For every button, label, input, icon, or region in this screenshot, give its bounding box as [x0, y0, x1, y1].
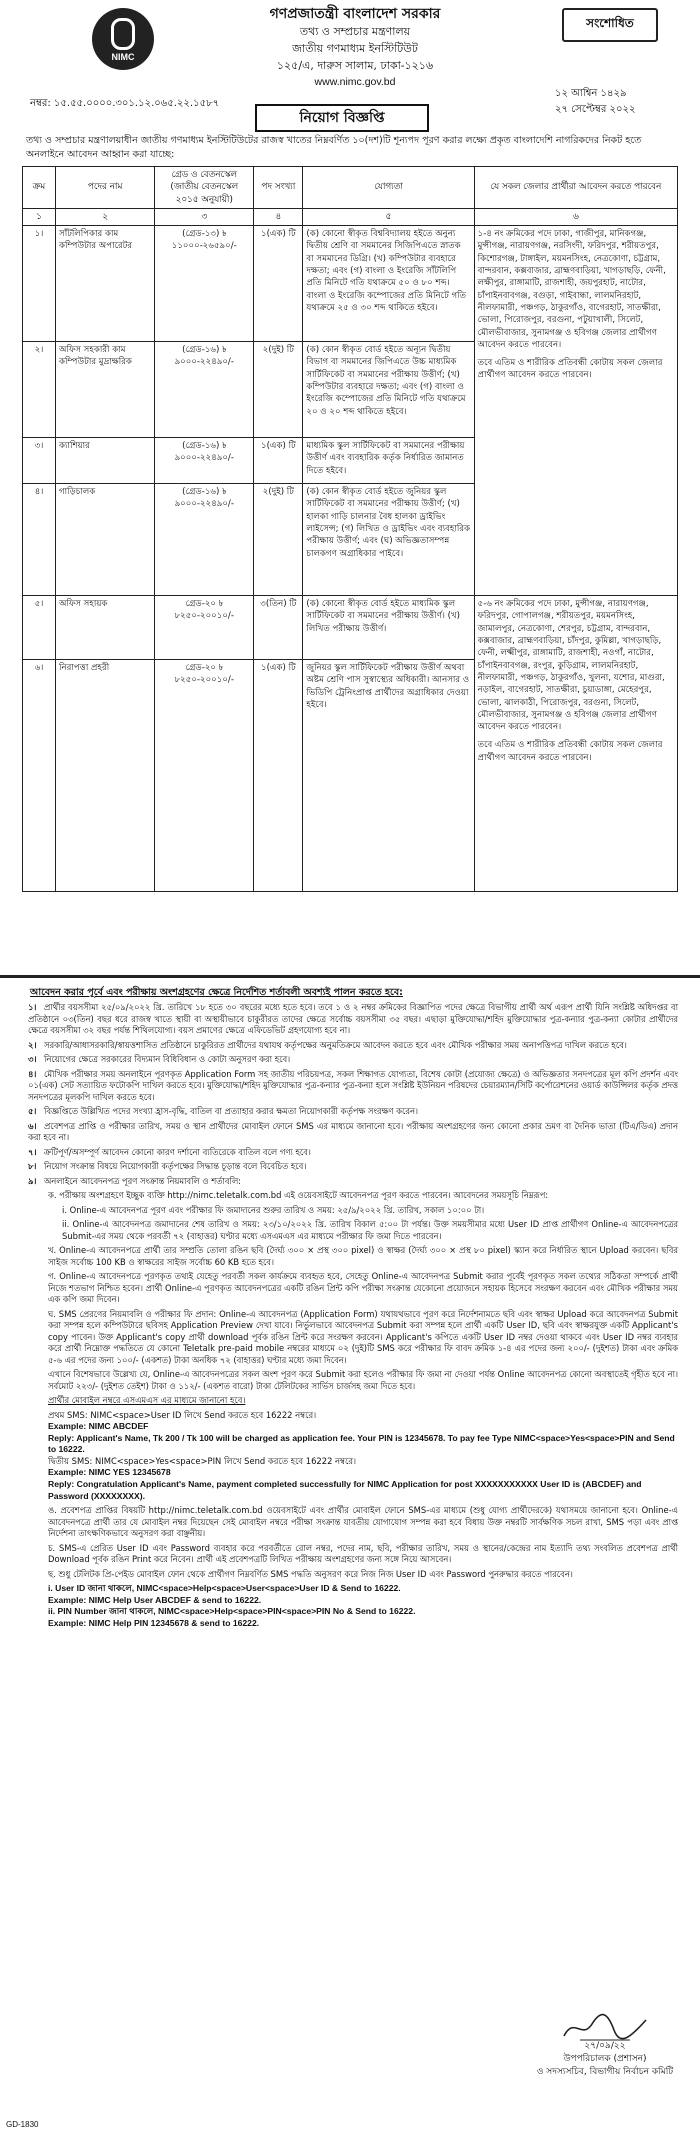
- row-post: ক্যাশিয়ার: [56, 438, 155, 484]
- row-serial: ৬।: [23, 660, 56, 892]
- row-qualification: (ক) কোনো স্বীকৃত বোর্ড হইতে মাধ্যমিক স্কুল সার্টিফিকেট বা সমমানের পরীক্ষায় উত্তীর্ণ। (খ) লিখিত পরীক্ষায় উত্তীর্ণ।: [303, 596, 474, 660]
- intro-paragraph: তথ্য ও সম্প্রচার মন্ত্রণালয়াধীন জাতীয় গণমাধ্যম ইনস্টিটিউটের রাজস্ব খাতের নিম্নবর্ণিত ১০(দশ)টি শূন্যপদ পূরণ করার লক্ষ্যে প্রকৃত বাংলাদেশি নাগরিকদের নিকট হতে অনলাইনে আবেদন আহ্বান করা যাচ্ছে:: [26, 135, 642, 160]
- vacancy-table: [22, 166, 678, 892]
- sms1-label: প্রথম SMS: NIMC<space>User ID লিখে Send করতে হবে 16222 নম্বরে।: [48, 1409, 317, 1420]
- districts-posts-5-6: [474, 596, 677, 892]
- table-header-row: [23, 167, 678, 209]
- condition-item: [28, 1176, 678, 1188]
- row-serial: ৪।: [23, 484, 56, 596]
- condition-item: [28, 1054, 678, 1066]
- ministry-name: তথ্য ও সম্প্রচার মন্ত্রণালয়: [299, 25, 411, 38]
- online-rule-d2: এখানে বিশেষভাবে উল্লেখ্য যে, Online-এ আবেদনপত্রের সকল অংশ পূরণ করে Submit করা হলেও পরীক্ষার ফি জমা না দেওয়া পর্যন্ত Online আবেদনপত্র কোনো অবস্থাতেই গৃহীত হবে না। সর্বমোট ২২৩/- (দুইশত তেইশ) টাকা ও ১১২/- (একশত বারো) টাকা টেলিটকের সার্ভিস চার্জসহ জমা দিতে হবে।: [48, 1369, 678, 1391]
- address: ১২৫/এ, দারুস সালাম, ঢাকা-১২১৬: [276, 59, 434, 72]
- row-qualification: (ক) কোন স্বীকৃত বোর্ড হইতে জুনিয়র স্কুল সার্টিফিকেট বা সমমানের পরীক্ষায় উত্তীর্ণ; (খ) হালকা গাড়ি চালনার বৈধ হালকা ড্রাইভিং লাইসেন্স; (গ) লিখিত ও ড্রাইভিং এবং ব্যবহারিক পরীক্ষায় উত্তীর্ণ; এবং (ঘ) অভিজ্ঞতাসম্পন্ন চালকগণ অগ্রাধিকার পাইবে।: [303, 484, 474, 596]
- row-post: গাড়িচালক: [56, 484, 155, 596]
- online-rule-d3: প্রার্থীর মোবাইল নম্বরে এসএমএস এর মাধ্যমে জানানো হবে।: [48, 1395, 246, 1405]
- row-count: ২(দুই) টি: [254, 484, 303, 596]
- row-post: নিরাপত্তা প্রহরী: [56, 660, 155, 892]
- condition-item: [28, 1002, 678, 1037]
- condition-item: [28, 1121, 678, 1144]
- condition-item: [28, 1106, 678, 1118]
- row-count: ১(এক) টি: [254, 438, 303, 484]
- condition-text: প্রবেশপত্র প্রাপ্তি ও পরীক্ষার তারিখ, সময় ও স্থান প্রার্থীদের মোবাইল ফোনে SMS এর মাধ্যমে জানানো হবে। পরীক্ষায় অংশগ্রহণের জন্য কোনো প্রকার ভ্রমণ বা দৈনিক ভাতা (টিএ/ডিএ) প্রদান করা হবে না।: [28, 1120, 678, 1142]
- condition-text: বিজ্ঞপ্তিতে উল্লিখিত পদের সংখ্যা হ্রাস-বৃদ্ধি, বাতিল বা প্রত্যাহার করার ক্ষমতা নিয়োগকারী কর্তৃপক্ষ সংরক্ষণ করেন।: [44, 1106, 418, 1116]
- col-grade: গ্রেড ও বেতনস্কেল (জাতীয় বেতনস্কেল ২০১৫ অনুযায়ী): [155, 167, 254, 209]
- col-count: পদ সংখ্যা: [254, 167, 303, 209]
- col-num: ১: [23, 208, 56, 225]
- memo-number: নম্বর: ১৫.৫৫.০০০০.৩০১.১২.০৬৫.২২.১৫৮৭: [30, 98, 220, 109]
- row-qualification: জুনিয়র স্কুল সার্টিফিকেট পরীক্ষায় উত্তীর্ণ অথবা অষ্টম শ্রেণি পাস সুস্বাস্থ্যের অধিকারী। আনসার ও ভিডিপি ট্রেনিংপ্রাপ্ত প্রার্থীদের অগ্রাধিকার দেওয়া হইবে।: [303, 660, 474, 892]
- row-count: ৩(তিন) টি: [254, 596, 303, 660]
- signatory-role: ও সদস্যসচিব, বিভাগীয় নির্বাচন কমিটি: [536, 2067, 674, 2077]
- table-row: [23, 596, 678, 660]
- row-qualification: (ক) কোনো স্বীকৃত বিশ্ববিদ্যালয় হইতে অনুন্য দ্বিতীয় শ্রেণি বা সমমানের সিজিপিএতে স্নাতক বা সমমানের ডিগ্রি। (খ) কম্পিউটার ব্যবহারে দক্ষতা; এবং (গ) বাংলা ও ইংরেজি সাঁটলিপি প্রতি মিনিটে গতি যথাক্রমে ৫০ ও ৮০ শব্দ। বাংলা ও ইংরেজি কম্পোজের প্রতি মিনিটে গতি যথাক্রমে ২৫ ও ৩০ শব্দ থাকিতে হইবে।: [303, 226, 474, 342]
- row-post: সাঁটলিপিকার কাম কম্পিউটার অপারেটর: [56, 226, 155, 342]
- sms2-example: Example: NIMC YES 12345678: [48, 1467, 171, 1478]
- condition-number: ৬।: [28, 1120, 37, 1131]
- condition-text: সরকারি/আধাসরকারি/স্বায়ত্তশাসিত প্রতিষ্ঠানে চাকুরিরত প্রার্থীদের যথাযথ কর্তৃপক্ষের অনুমতিক্রমে আবেদন করতে হবে এবং মৌখিক পরীক্ষার সময় অনাপত্তিপত্র দাখিল করতে হবে।: [44, 1039, 627, 1050]
- condition-item: [28, 1069, 678, 1104]
- col-post: পদের নাম: [56, 167, 155, 209]
- recovery-user-id-example: Example: NIMC Help User ABCDEF & send to 16222.: [48, 1594, 262, 1605]
- online-rule-c: গ. Online-এ আবেদনপত্রে পূরণকৃত তথ্যই যেহেতু পরবর্তী সকল কার্যক্রমে ব্যবহৃত হবে, সেহেতু Online-এ আবেদনপত্র Submit করার পূর্বেই পূরণকৃত সকল তথ্যের সঠিকতা সম্পর্কে প্রার্থী নিজে শতভাগ নিশ্চিত হবেন। প্রার্থী Online-এ পূরণকৃত আবেদনপত্রের একটি রঙিন প্রিন্ট কপি পরীক্ষা সংক্রান্ত যেকোনো প্রয়োজনে সহায়ক হিসেবে সংরক্ষণ করবেন এবং মৌখিক পরীক্ষার সময় এক কপি জমা দিবেন।: [48, 1271, 678, 1304]
- date-bangla: ১২ আশ্বিন ১৪২৯: [555, 88, 627, 99]
- row-serial: ৫।: [23, 596, 56, 660]
- column-number-row: [23, 208, 678, 225]
- condition-item: [28, 1161, 678, 1173]
- districts-note-b: তবে এতিম ও শারীরিক প্রতিবন্ধী কোটায় সকল জেলার প্রার্থীগণ আবেদন করতে পারবেন।: [477, 740, 663, 763]
- condition-text: প্রার্থীর বয়সসীমা ২৫/০৯/২০২২ খ্রি. তারিখে ১৮ হতে ৩০ বছরের মধ্যে হতে হবে। তবে ১ ও ২ নম্বর ক্রমিকের বিজ্ঞাপিত পদের ক্ষেত্রে বিভাগীয় প্রার্থী অর্থ এরূপ প্রার্থী যিনি সংশ্লিষ্ট অধিদপ্তর বা প্রতিষ্ঠানে ০৩(তিন) বছর ধরে রাজস্ব খাতে স্থায়ী বা অস্থায়ীভাবে চাকুরীরত তাদের ক্ষেত্রে সর্বোচ্চ বয়সসীমা ৩৫ বছর। এছাড়া মুক্তিযোদ্ধা/শহিদ মুক্তিযোদ্ধার পুত্র-কন্যার পুত্র-কন্যা কোটার প্রার্থীদের ক্ষেত্রে বয়সসীমা ৩২ বছর পর্যন্ত শিথিলযোগ্য। বয়স প্রমাণের ক্ষেত্রে এফিডেভিট গ্রহণযোগ্য হবে না।: [28, 1002, 678, 1035]
- row-grade: (গ্রেড-১৬) ৳ ৯০০০-২২৪৯০/-: [155, 342, 254, 438]
- col-districts: যে সকল জেলার প্রার্থীরা আবেদন করতে পারবেন: [474, 167, 677, 209]
- condition-number: ৯।: [28, 1175, 37, 1186]
- row-count: ২(দুই) টি: [254, 342, 303, 438]
- col-num: ৫: [303, 208, 474, 225]
- col-num: ২: [56, 208, 155, 225]
- row-grade: (গ্রেড-১৩) ৳ ১১০০০-২৬৫৯০/-: [155, 226, 254, 342]
- row-grade: (গ্রেড-১৬) ৳ ৯০০০-২২৪৯০/-: [155, 438, 254, 484]
- online-rule-f: চ. SMS-এ প্রেরিত User ID এবং Password ব্যবহার করে পরবর্তীতে রোল নম্বর, পদের নাম, ছবি, পরীক্ষার তারিখ, সময় ও স্থানের/কেন্দ্রের নাম ইত্যাদি তথ্য সংবলিত প্রবেশপত্র প্রার্থী Download পূর্বক রঙিন Print করে নিবেন। প্রার্থী এই প্রবেশপত্রটি লিখিত পরীক্ষায় অংশগ্রহণের জন্য সঙ্গে নিয়ে আসবেন।: [48, 1542, 678, 1565]
- col-qualification: যোগ্যতা: [303, 167, 474, 209]
- condition-number: ৫।: [28, 1106, 37, 1116]
- row-post: অফিস সহায়ক: [56, 596, 155, 660]
- signatory-title: উপপরিচালক (প্রশাসন): [563, 2054, 647, 2064]
- condition-number: ৭।: [28, 1146, 37, 1157]
- logo-label: NIMC: [111, 52, 135, 62]
- date-gregorian: ২৭ সেপ্টেম্বর ২০২২: [555, 104, 636, 115]
- row-post: অফিস সহকারী কাম কম্পিউটার মুদ্রাক্ষরিক: [56, 342, 155, 438]
- table-row: [23, 226, 678, 342]
- microphone-icon: [111, 18, 135, 50]
- condition-text: নিয়োগের ক্ষেত্রে সরকারের বিদ্যমান বিধিবিধান ও কোটা অনুসরণ করা হবে।: [44, 1054, 291, 1064]
- col-num: ৩: [155, 208, 254, 225]
- districts-note-a: তবে এতিম ও শারীরিক প্রতিবন্ধী কোটায় সকল জেলার প্রার্থীগণ আবেদন করতে পারবেন।: [477, 358, 663, 381]
- online-rule-e: ঙ. প্রবেশপত্র প্রাপ্তির বিষয়টি http://nimc.teletalk.com.bd ওয়েবসাইটে এবং প্রার্থীর মোবাইল ফোনে SMS-এর মাধ্যমে (শুধু যোগ্য প্রার্থীদেরকে) যথাসময়ে জানানো হবে। Online-এ আবেদনপত্রে প্রার্থী তার যে মোবাইল নম্বর দিয়েছেন সেই মোবাইল নম্বরে পরীক্ষা সংক্রান্ত যাবতীয় যোগাযোগ সম্পন্ন করা হবে বিধায় উক্ত নম্বরটি সার্বক্ষণিক সচল রাখা, SMS পড়া এবং প্রাপ্ত নির্দেশনা তাৎক্ষণিকভাবে অনুসরণ করা বাঞ্ছনীয়।: [48, 1505, 678, 1539]
- letterhead: [190, 6, 520, 91]
- col-num: ৪: [254, 208, 303, 225]
- conditions-list: [28, 1002, 678, 1630]
- condition-text: অনলাইনে আবেদনপত্র পূরণ সংক্রান্ত নিয়মাবলি ও শর্তাবলি:: [44, 1175, 241, 1186]
- condition-text: ক্রটিপূর্ণ/অসম্পূর্ণ আবেদন কোনো কারণ দর্শানো ব্যতিরেকে বাতিল বলে গণ্য হবে।: [44, 1146, 311, 1157]
- schedule-start: i. Online-এ আবেদনপত্র পূরণ এবং পরীক্ষার ফি জমাদানের শুরুর তারিখ ও সময়: ২৫/৯/২০২২ খ্রি. তারিখ, সকাল ১০:০০ টা।: [62, 1204, 485, 1215]
- row-serial: ১।: [23, 226, 56, 342]
- row-count: ১(এক) টি: [254, 660, 303, 892]
- row-serial: ২।: [23, 342, 56, 438]
- recovery-instructions: [28, 1583, 678, 1629]
- condition-number: ২।: [28, 1039, 37, 1050]
- sms1-example: Example: NIMC ABCDEF: [48, 1421, 149, 1432]
- sms2-label: দ্বিতীয় SMS: NIMC<space>Yes<space>PIN লিখে Send করতে হবে 16222 নম্বরে।: [48, 1455, 356, 1466]
- online-rule-a: ক. পরীক্ষায় অংশগ্রহণে ইচ্ছুক ব্যক্তি http://nimc.teletalk.com.bd এই ওয়েবসাইটে আবেদনপত্র পূরণ করতে পারবেন। আবেদনের সময়সূচি নিম্নরূপ:: [48, 1190, 549, 1200]
- condition-text: মৌখিক পরীক্ষার সময় অনলাইনে পূরণকৃত Application Form সহ জাতীয় পরিচয়পত্র, সকল শিক্ষাগত যোগ্যতা, বিশেষ কোটা (প্রযোজ্য ক্ষেত্রে) ও অভিজ্ঞতার সনদপত্রের মূল কপি প্রদর্শন এবং ০১(এক) সেট সত্যায়িত ফটোকপি দাখিল করতে হবে। মুক্তিযোদ্ধা/শহিদ মুক্তিযোদ্ধার পুত্র-কন্যার পুত্র-কন্যা হলে সংশ্লিষ্ট ইউনিয়ন পরিষদের চেয়ারম্যান/সিটি কর্পোরেশনের ওয়ার্ড কাউন্সিলর কর্তৃক প্রদত্ত সনদপত্রের মূলকপি দাখিল করতে হবে।: [28, 1068, 678, 1102]
- notice-title: নিয়োগ বিজ্ঞপ্তি: [255, 104, 429, 132]
- sms-instructions: [28, 1410, 678, 1503]
- condition-number: ৮।: [28, 1161, 37, 1171]
- conditions-title: আবেদন করার পূর্বে এবং পরীক্ষায় অংশগ্রহণের ক্ষেত্রে নির্দেশিত শর্তাবলী অবশ্যই পালন করতে হবে:: [30, 987, 403, 998]
- govt-name: গণপ্রজাতন্ত্রী বাংলাদেশ সরকার: [269, 6, 441, 22]
- col-num: ৬: [474, 208, 677, 225]
- section-divider: [0, 975, 700, 978]
- issue-date: [555, 86, 636, 118]
- signature-block: [520, 2040, 690, 2079]
- institute-name: জাতীয় গণমাধ্যম ইনস্টিটিউট: [292, 42, 418, 55]
- nimc-logo: [92, 8, 154, 70]
- footer-code: GD-1830: [6, 2120, 39, 2129]
- condition-number: ৪।: [28, 1068, 37, 1079]
- online-rule-g: ছ. শুধু টেলিটক প্রি-পেইড মোবাইল ফোন থেকে প্রার্থীগণ নিম্নবর্ণিত SMS পদ্ধতি অনুসরণ করে নিজ নিজ User ID এবং Password পুনরুদ্ধার করতে পারবেন।: [48, 1568, 573, 1579]
- row-qualification: (ক) কোন স্বীকৃত বোর্ড হইতে অন্যূন দ্বিতীয় বিভাগ বা সমমানের জিপিএতে উচ্চ মাধ্যমিক সার্টিফিকেট বা সমমানের পরীক্ষায় উত্তীর্ণ; (খ) কম্পিউটার ব্যবহারে দক্ষতা; এবং (গ) বাংলা ও ইংরেজি কম্পোজের প্রতি মিনিটে গতি যথাক্রমে ২০ ও ২০ শব্দ থাকিতে হইবে।: [303, 342, 474, 438]
- signature-date: ২৭/০৯/২২: [584, 2041, 626, 2051]
- districts-list-a: ১-৪ নং ক্রমিকের পদে ঢাকা, গাজীপুর, মানিকগঞ্জ, মুন্সীগঞ্জ, নারায়ণগঞ্জ, নরসিংদী, ফরিদপুর, শরীয়তপুর, কিশোরগঞ্জ, টাঙ্গাইল, ময়মনসিংহ, নেত্রকোণা, চট্টগ্রাম, বান্দরবান, কক্সবাজার, ব্রাহ্মণবাড়িয়া, খাগড়াছড়ি, ফেনী, লক্ষীপুর, রাঙ্গামাটি, রাজশাহী, জয়পুরহাট, নাটোর, চাঁপাইনবাবগঞ্জ, বগুড়া, গাইবান্ধা, লালমনিরহাট, নীলফামারী, পঞ্চগড়, ঠাকুরগাঁও, বাগেরহাট, সাতক্ষীরা, ভোলা, পিরোজপুর, বরগুনা, পটুয়াখালী, সিলেট, মৌলভীবাজার, সুনামগঞ্জ ও হবিগঞ্জ জেলার প্রার্থীগণ আবেদন করতে পারবেন।: [477, 229, 666, 350]
- sms1-reply: Reply: Applicant's Name, Tk 200 / Tk 100 will be charged as application fee. Your PIN is 12345678. To pay fee Type NIMC<space>Yes<space>PIN and Send to 16222.: [48, 1432, 675, 1455]
- online-rule-d: ঘ. SMS প্রেরণের নিয়মাবলি ও পরীক্ষার ফি প্রদান: Online-এ আবেদনপত্র (Application Form) যথাযথভাবে পূরণ করে নির্দেশনামতে ছবি এবং স্বাক্ষর Upload করে আবেদনপত্র Submit করা সম্পন্ন হলে কম্পিউটারে ছবিসহ Application Preview দেখা যাবে। নির্ভুলভাবে আবেদনপত্র Submit করা সম্পন্ন হলে প্রার্থী একটি User ID, ছবি এবং স্বাক্ষরযুক্ত একটি Applicant's copy পাবেন। উক্ত Applicant's copy প্রার্থী download পূর্বক রঙিন প্রিন্ট করে সংরক্ষণ করবেন। Applicant's কপিতে একটি User ID নম্বর দেওয়া থাকবে এবং User ID নম্বর ব্যবহার করে প্রার্থী নিম্নোক্ত পদ্ধতিতে যে কোনো Teletalk pre-paid mobile নম্বরের মাধ্যমে ০২ (দুই)টি SMS করে পরীক্ষার ফি বাবদ ক্রমিক ১-৪ এর পদের জন্য ২০০/- (দুইশত) টাকা এবং ক্রমিক ৫-৬ এর পদের জন্য ১০০/- (একশত) টাকা অনধিক ৭২ (বাহাত্তর) ঘণ্টার মধ্যে জমা দিবেন।: [48, 1308, 678, 1365]
- recovery-user-id: i. User ID জানা থাকলে, NIMC<space>Help<space>User<space>User ID & Send to 16222.: [48, 1583, 401, 1594]
- col-serial: ক্রম: [23, 167, 56, 209]
- website: www.nimc.gov.bd: [314, 76, 396, 88]
- districts-posts-1-4: [474, 226, 677, 596]
- condition-number: ১।: [28, 1002, 37, 1012]
- condition-item: [28, 1040, 678, 1052]
- schedule-end: ii. Online-এ আবেদনপত্র জমাদানের শেষ তারিখ ও সময়: ২৩/১০/২০২২ খ্রি. তারিখ বিকাল ৫:০০ টা পর্যন্ত। উক্ত সময়সীমার মধ্যে User ID প্রাপ্ত প্রার্থীগণ Online-এ আবেদনপত্রের Submit-এর সময় থেকে পরবর্তী ৭২ (বাহাত্তর) ঘণ্টার মধ্যে এসএমএস এর মাধ্যমে পরীক্ষার ফি জমা দিতে পারবেন।: [62, 1219, 679, 1241]
- recovery-pin: ii. PIN Number জানা থাকলে, NIMC<space>Help<space>PIN<space>PIN No & Send to 16222.: [48, 1606, 416, 1617]
- row-grade: (গ্রেড-১৬) ৳ ৯০০০-২২৪৯০/-: [155, 484, 254, 596]
- sms2-reply: Reply: Congratulation Applicant's Name, payment completed successfully for NIMC Application for post XXXXXXXXXXX User ID is (ABCDEF) and Password (XXXXXXXX).: [48, 1479, 642, 1501]
- condition-number: ৩।: [28, 1054, 37, 1064]
- recovery-pin-example: Example: NIMC Help PIN 12345678 & send to 16222.: [48, 1618, 260, 1629]
- condition-item: [28, 1147, 678, 1159]
- online-rule-b: খ. Online-এ আবেদনপত্রে প্রার্থী তার সম্প্রতি তোলা রঙিন ছবি (দৈর্ঘ্য ৩০০ × প্রস্থ ৩০০ pixel) ও স্বাক্ষর (দৈর্ঘ্য ৩০০ × প্রস্থ ৮০ pixel) স্ক্যান করে নির্ধারিত স্থানে Upload করবেন। ছবির সাইজ সর্বোচ্চ 100 KB ও স্বাক্ষরের সাইজ সর্বোচ্চ 60 KB হতে হবে।: [48, 1245, 678, 1267]
- row-grade: গ্রেড-২০ ৳ ৮২৫০-২০০১০/-: [155, 596, 254, 660]
- row-grade: গ্রেড-২০ ৳ ৮২৫০-২০০১০/-: [155, 660, 254, 892]
- condition-text: নিয়োগ সংক্রান্ত বিষয়ে নিয়োগকারী কর্তৃপক্ষের সিদ্ধান্ত চূড়ান্ত বলে বিবেচিত হবে।: [44, 1161, 307, 1171]
- revised-stamp: সংশোধিত: [562, 8, 658, 42]
- row-count: ১(এক) টি: [254, 226, 303, 342]
- row-serial: ৩।: [23, 438, 56, 484]
- row-qualification: মাধ্যমিক স্কুল সার্টিফিকেট বা সমমানের পরীক্ষায় উত্তীর্ণ এবং ব্যবহারিক কর্তৃক নির্ধারিত জামানত দিতে হইবে।: [303, 438, 474, 484]
- districts-list-b: ৫-৬ নং ক্রমিকের পদে ঢাকা, মুন্সীগঞ্জ, নারায়ণগঞ্জ, ফরিদপুর, গোপালগঞ্জ, শরীয়তপুর, ময়মনসিংহ, জামালপুর, নেত্রকোণা, শেরপুর, চট্টগ্রাম, বান্দরবান, কক্সবাজার, ব্রাহ্মণবাড়িয়া, চাঁদপুর, কুমিল্লা, খাগড়াছড়ি, ফেনী, লক্ষ্মীপুর, রাঙ্গামাটি, রাজশাহী, নওগাঁ, নাটোর, চাঁপাইনবাবগঞ্জ, রংপুর, কুড়িগ্রাম, লালমনিরহাট, নীলফামারী, পঞ্চগড়, ঠাকুরগাঁও, খুলনা, যশোর, মাগুরা, নড়াইল, বাগেরহাট, সাতক্ষীরা, চুয়াডাঙ্গা, মেহেরপুর, ভোলা, ঝালকাঠী, পিরোজপুর, বরগুনা, সিলেট, মৌলভীবাজার, সুনামগঞ্জ ও হবিগঞ্জ জেলার প্রার্থীগণ আবেদন করতে পারবেন।: [477, 599, 665, 733]
